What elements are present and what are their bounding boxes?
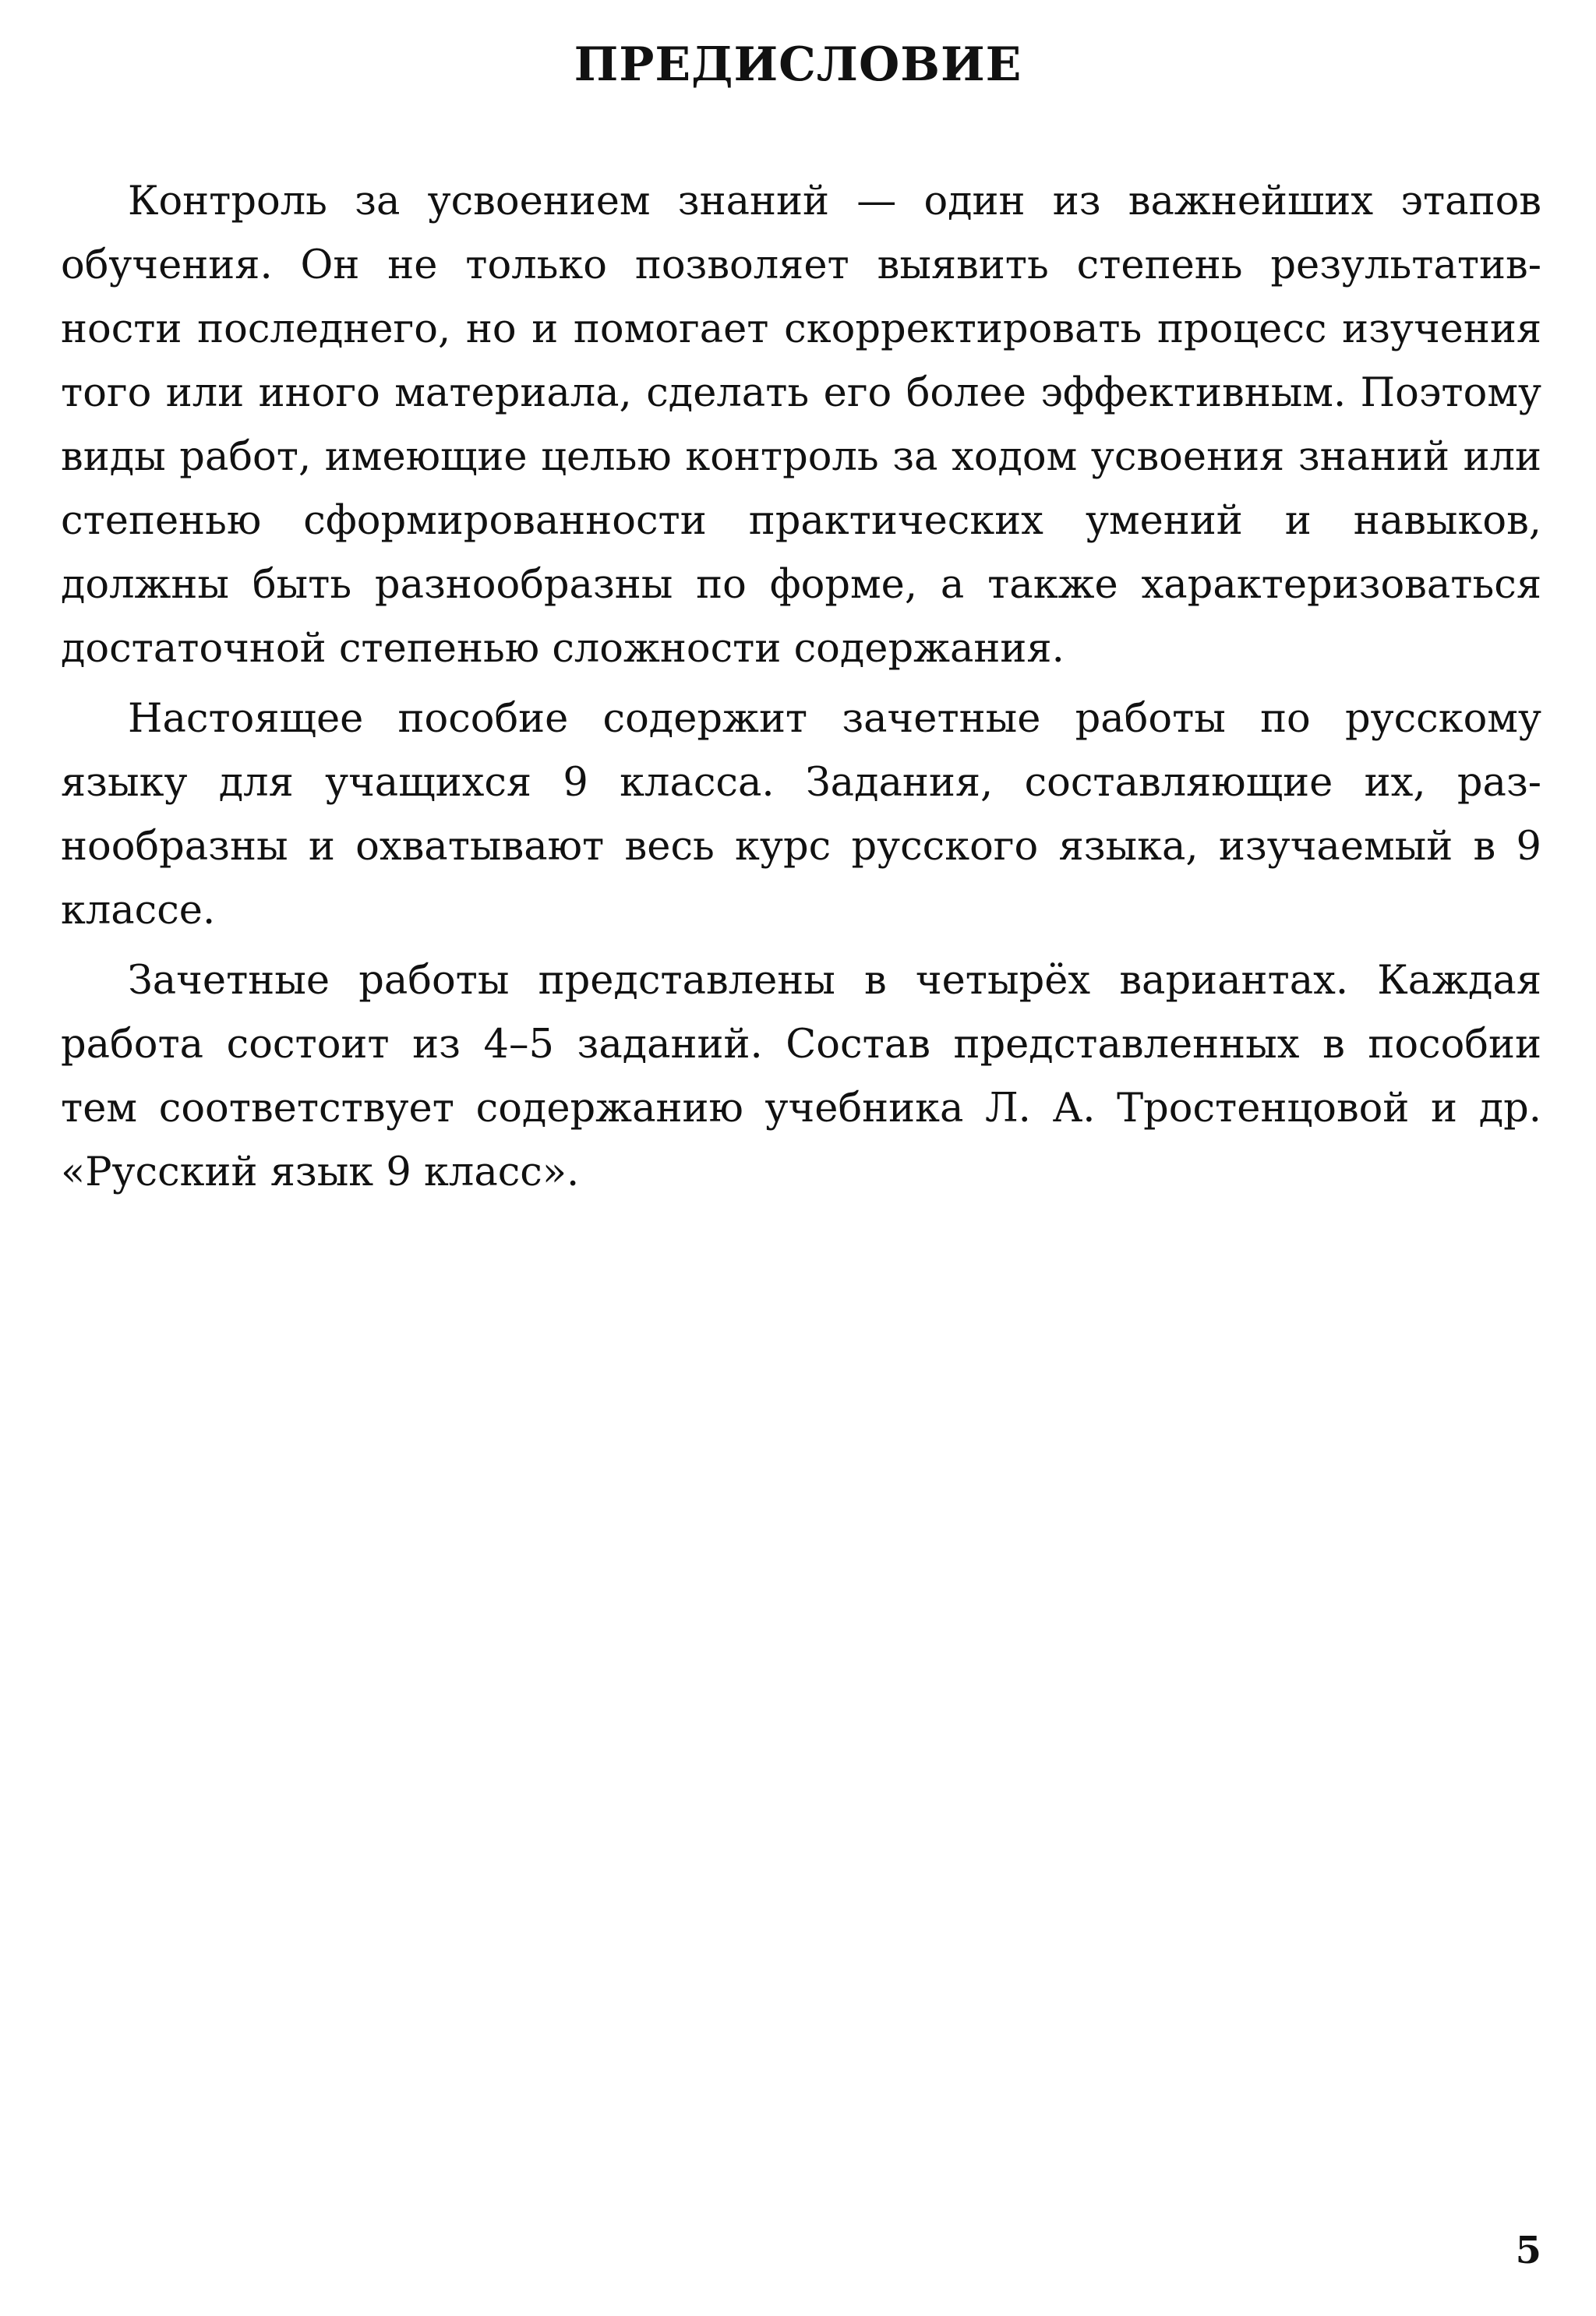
preface-body	[61, 170, 1541, 1211]
page-title: ПРЕДИСЛОВИЕ	[574, 37, 1022, 92]
paragraph: Зачетные работы представлены в четырёх вариантах. Каждая работа состоит из 4–5 заданий. Состав представленных в пособии тем соответствует содержанию учебника Л. А. Тростенцовой и др. «Русский язык 9 класс».	[61, 958, 1541, 1195]
paragraph: Настоящее пособие содержит зачетные работы по русскому языку для учащихся 9 класса. Задания, составляющие их, разнообразны и охватывают весь курс русского языка, изучаемый в 9 классе.	[61, 696, 1541, 934]
page-number: 5	[1515, 2229, 1541, 2272]
paragraph: Контроль за усвоением знаний — один из важнейших этапов обучения. Он не только позволяет выявить степень результативности последнего, но и помогает скорректировать процесс изучения того или иного материала, сделать его более эффективным. Поэтому виды работ, имеющие целью контроль за ходом усвоения знаний или степенью сформированности практических умений и навыков, должны быть разнообразны по форме, а также характеризоваться достаточной степенью сложности содержания.	[61, 178, 1541, 672]
